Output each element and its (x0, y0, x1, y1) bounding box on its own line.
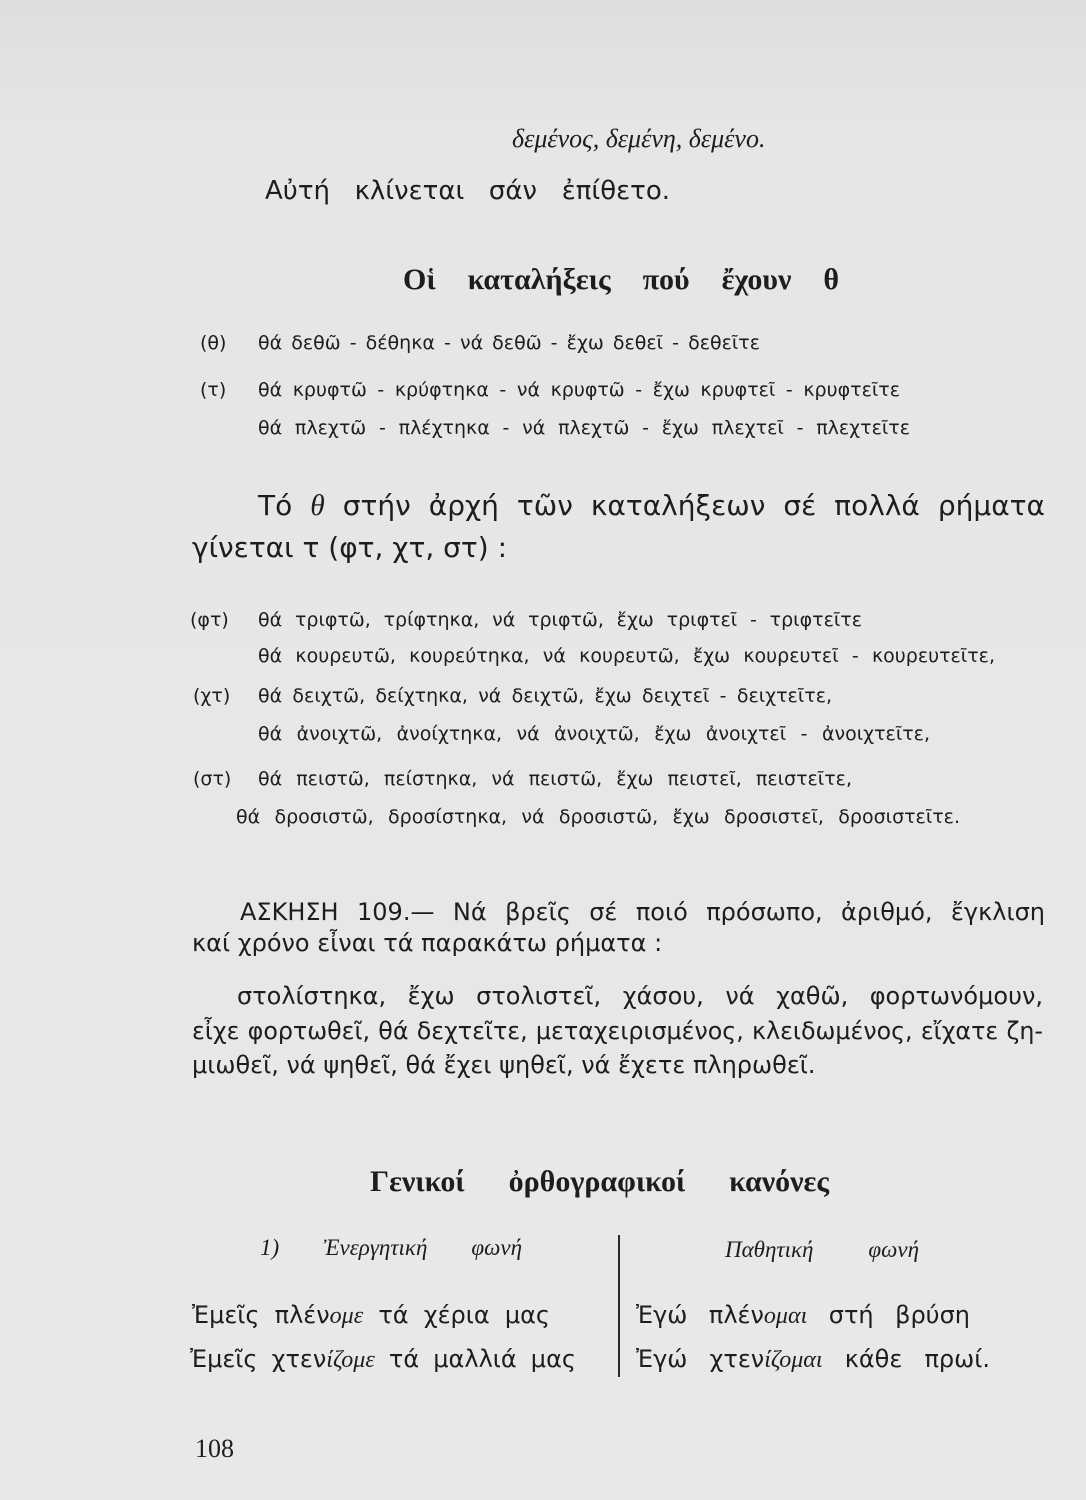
exercise-line: καί χρόνο εἶναι τά παρακάτω ρήματα : (192, 929, 663, 957)
example-stem: Ἐγώ πλέν (636, 1301, 764, 1329)
exercise-line: εἶχε φορτωθεῖ, θά δεχτεῖτε, μεταχειρισμένος, κλειδωμένος, εἴχατε ζη- (192, 1017, 1043, 1045)
exercise-line: ΑΣΚΗΣΗ 109.— Νά βρεῖς σέ ποιό πρόσωπο, ἀριθμό, ἔγκλιση (240, 898, 1045, 926)
conjugation-row: θά δροσιστῶ, δροσίστηκα, νά δροσιστῶ, ἔχω δροσιστεῖ, δροσιστεῖτε. (236, 806, 960, 828)
example-ending: ομαι (763, 1303, 808, 1329)
theta-change-line-1 (258, 489, 1045, 524)
page-number: 108 (195, 1434, 234, 1463)
conjugation-row: θά πλεχτῶ - πλέχτηκα - νά πλεχτῶ - ἔχω πλεχτεῖ - πλεχτεῖτε (258, 417, 910, 439)
row-label-sigma-tau: (στ) (193, 768, 232, 790)
example-rest: τά χέρια μας (378, 1301, 551, 1329)
theta-change-start: Τό (258, 489, 293, 522)
theta-change-line-2: γίνεται τ (φτ, χτ, στ) : (192, 531, 508, 564)
active-example (192, 1301, 550, 1331)
example-stem: Ἐμεῖς πλέν (192, 1301, 330, 1329)
example-ending: ίζομε (326, 1347, 375, 1373)
example-rest: στή βρύση (828, 1301, 970, 1329)
example-rest: κάθε πρωί. (844, 1345, 991, 1373)
row-label-phi-tau: (φτ) (190, 609, 229, 631)
conjugation-row: θά ἀνοιχτῶ, ἀνοίχτηκα, νά ἀνοιχτῶ, ἔχω ἀνοιχτεῖ - ἀνοιχτεῖτε, (258, 723, 930, 745)
section-heading-spelling-rules: Γενικοί ὀρθογραφικοί κανόνες (370, 1165, 829, 1198)
example-stem: Ἐμεῖς χτεν (190, 1345, 327, 1373)
passive-example (636, 1301, 970, 1331)
participle-forms: δεμένος, δεμένη, δεμένο. (512, 124, 766, 153)
conjugation-row: θά κουρευτῶ, κουρεύτηκα, νά κουρευτῶ, ἔχω κουρευτεῖ - κουρευτεῖτε, (258, 645, 995, 667)
active-voice-title: 1) Ἐνεργητική φωνή (260, 1235, 522, 1260)
example-ending: ομε (329, 1303, 364, 1329)
passive-voice-title: Παθητική φωνή (725, 1237, 919, 1262)
row-label-theta: (θ) (200, 332, 227, 354)
conjugation-row: θά κρυφτῶ - κρύφτηκα - νά κρυφτῶ - ἔχω κρυφτεῖ - κρυφτεῖτε (258, 379, 900, 401)
conjugation-row: θά δειχτῶ, δείχτηκα, νά δειχτῶ, ἔχω δειχτεῖ - δειχτεῖτε, (258, 685, 832, 707)
column-divider (618, 1235, 620, 1377)
example-ending: ίζομαι (764, 1347, 823, 1373)
theta-change-rest: στήν ἀρχή τῶν καταλήξεων σέ πολλά ρήματα (342, 489, 1045, 522)
example-rest: τά μαλλιά μας (388, 1345, 576, 1373)
example-stem: Ἐγώ χτεν (636, 1345, 765, 1373)
declension-note: Αὐτή κλίνεται σάν ἐπίθετο. (265, 176, 670, 206)
exercise-line: μιωθεῖ, νά ψηθεῖ, θά ἔχει ψηθεῖ, νά ἔχετε πληρωθεῖ. (192, 1051, 816, 1079)
row-label-chi-tau: (χτ) (193, 685, 231, 707)
row-label-tau: (τ) (200, 379, 227, 401)
exercise-line: στολίστηκα, ἔχω στολιστεῖ, χάσου, νά χαθῶ, φορτωνόμουν, (237, 982, 1043, 1010)
theta-symbol: θ (310, 490, 325, 522)
conjugation-row: θά πειστῶ, πείστηκα, νά πειστῶ, ἔχω πειστεῖ, πειστεῖτε, (258, 768, 852, 790)
conjugation-row: θά δεθῶ - δέθηκα - νά δεθῶ - ἔχω δεθεῖ - δεθεῖτε (258, 332, 760, 354)
conjugation-row: θά τριφτῶ, τρίφτηκα, νά τριφτῶ, ἔχω τριφτεῖ - τριφτεῖτε (258, 609, 862, 631)
active-example (190, 1345, 576, 1375)
section-heading-endings-theta: Οἱ καταλήξεις πού ἔχουν θ (403, 263, 839, 296)
passive-example (636, 1345, 990, 1375)
